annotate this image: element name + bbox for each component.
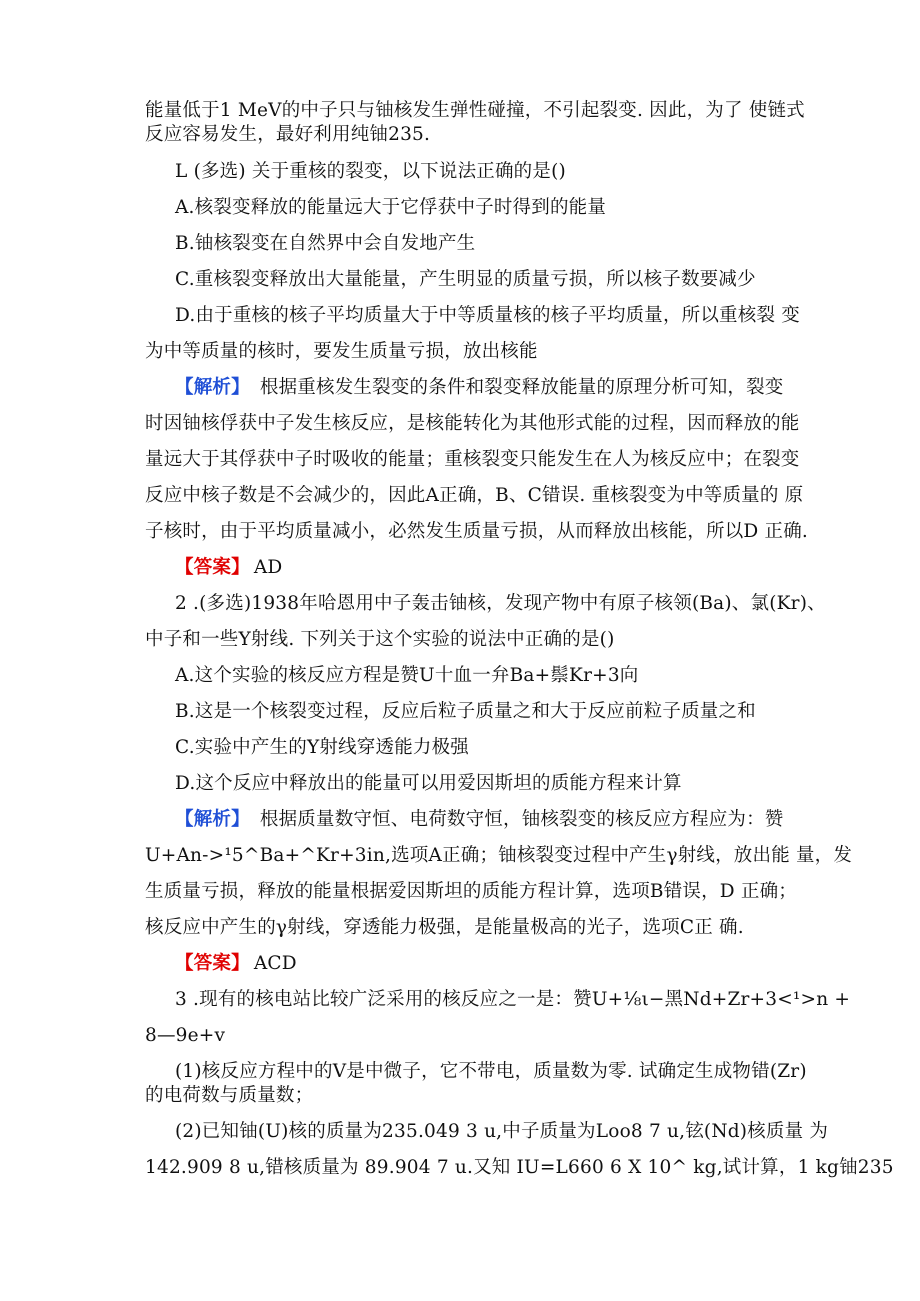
question-3-part-2: (2)已知铀(U)核的质量为235.049 3 u,中子质量为Loo8 7 u,铉(Nd)核质量 为 bbox=[175, 1121, 829, 1142]
analysis-tag: 【解析】 bbox=[175, 377, 250, 398]
question-3-part-1: (1)核反应方程中的V是中微子，它不带电，质量数为零. 试确定生成物错(Zr) bbox=[175, 1061, 807, 1082]
question-3-stem-cont: 8—9e+v bbox=[145, 1025, 226, 1046]
answer-tag: 【答案】 bbox=[175, 557, 250, 578]
question-1-option-b: B.铀核裂变在自然界中会自发地产生 bbox=[175, 233, 476, 254]
question-3-stem: 3 .现有的核电站比较广泛采用的核反应之一是：赞U+⅛ι−黑Nd+Zr+3<¹>n + bbox=[175, 989, 851, 1010]
question-1-option-a: A.核裂变释放的能量远大于它俘获中子时得到的能量 bbox=[175, 197, 607, 218]
text-line-1: 能量低于1 MeV的中子只与铀核发生弹性碰撞，不引起裂变. 因此，为了 使链式 bbox=[145, 100, 805, 121]
question-2-stem-cont: 中子和一些Y射线. 下列关于这个实验的说法中正确的是() bbox=[145, 629, 615, 650]
question-2-option-d: D.这个反应中释放出的能量可以用爱因斯坦的质能方程来计算 bbox=[175, 773, 682, 794]
analysis-2-line-1: 【解析】 根据质量数守恒、电荷数守恒，铀核裂变的核反应方程应为：赞 bbox=[175, 809, 784, 830]
question-2-option-c: C.实验中产生的Y射线穿透能力极强 bbox=[175, 737, 469, 758]
text-line-2: 反应容易发生，最好利用纯铀235. bbox=[145, 124, 431, 145]
question-2-option-b: B.这是一个核裂变过程，反应后粒子质量之和大于反应前粒子质量之和 bbox=[175, 701, 756, 722]
analysis-1-line-5: 子核时，由于平均质量减小，必然发生质量亏损，从而释放出核能，所以D 正确. bbox=[145, 521, 808, 542]
analysis-1-line-1: 【解析】 根据重核发生裂变的条件和裂变释放能量的原理分析可知，裂变 bbox=[175, 377, 784, 398]
question-1-option-d-cont: 为中等质量的核时，要发生质量亏损，放出核能 bbox=[145, 341, 538, 362]
answer-tag: 【答案】 bbox=[175, 953, 250, 974]
analysis-1-line-4: 反应中核子数是不会减少的，因此A正确，B、C错误. 重核裂变为中等质量的 原 bbox=[145, 485, 804, 506]
question-1-option-d: D.由于重核的核子平均质量大于中等质量核的核子平均质量，所以重核裂 变 bbox=[175, 305, 800, 326]
answer-2: 【答案】 ACD bbox=[175, 953, 297, 974]
analysis-1-line-3: 量远大于其俘获中子时吸收的能量；重核裂变只能发生在人为核反应中；在裂变 bbox=[145, 449, 800, 470]
answer-1: 【答案】 AD bbox=[175, 557, 283, 578]
analysis-1-line-2: 时因铀核俘获中子发生核反应，是核能转化为其他形式能的过程，因而释放的能 bbox=[145, 413, 800, 434]
question-1-stem: L (多选) 关于重核的裂变，以下说法正确的是() bbox=[175, 161, 566, 182]
analysis-2-line-2: U+An->¹5^Ba+^Kr+3in,选项A正确；铀核裂变过程中产生γ射线，放出能 量，发 bbox=[145, 845, 853, 866]
question-3-part-1-cont: 的电荷数与质量数； bbox=[145, 1085, 314, 1106]
question-2-stem: 2 .(多选)1938年哈恩用中子轰击铀核，发现产物中有原子核领(Ba)、氯(Kr)、 bbox=[175, 593, 826, 614]
analysis-tag: 【解析】 bbox=[175, 809, 250, 830]
question-2-option-a: A.这个实验的核反应方程是赞U十血一弁Ba+鬃Kr+3向 bbox=[175, 665, 639, 686]
analysis-2-line-4: 核反应中产生的γ射线，穿透能力极强，是能量极高的光子，选项C正 确. bbox=[145, 917, 744, 938]
question-1-option-c: C.重核裂变释放出大量能量，产生明显的质量亏损，所以核子数要减少 bbox=[175, 269, 756, 290]
question-3-part-2-cont: 142.909 8 u,错核质量为 89.904 7 u.又知 IU=L660 6 X 10^ kg,试计算，1 kg铀235 bbox=[145, 1157, 894, 1178]
analysis-2-line-3: 生质量亏损，释放的能量根据爱因斯坦的质能方程计算，选项B错误，D 正确； bbox=[145, 881, 798, 902]
